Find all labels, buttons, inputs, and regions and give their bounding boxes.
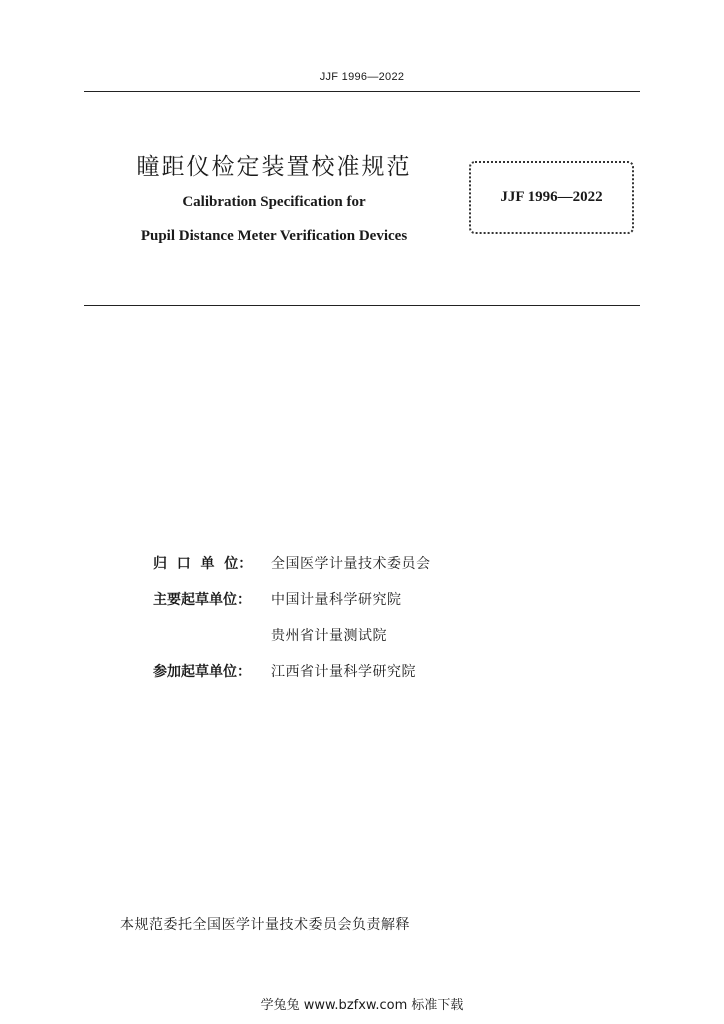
org-value: 贵州省计量测试院: [271, 628, 387, 644]
org-label: 参加起草单位：: [153, 664, 251, 680]
org-row: [153, 625, 431, 661]
org-value: 江西省计量科学研究院: [271, 664, 416, 680]
org-value: 中国计量科学研究院: [271, 592, 402, 608]
standard-code-text: JJF 1996—2022: [500, 189, 603, 205]
interpretation-note: 本规范委托全国医学计量技术委员会负责解释: [120, 917, 410, 933]
org-row: [153, 589, 431, 625]
org-value: 全国医学计量技术委员会: [271, 556, 431, 572]
standard-code-box: [469, 161, 634, 234]
org-row: [153, 661, 431, 697]
org-label: 主要起草单位：: [153, 592, 251, 608]
top-rule: [84, 91, 640, 92]
org-label: [153, 625, 271, 661]
title-english-line-1: Calibration Specification for: [182, 194, 366, 210]
bottom-rule: [84, 305, 640, 306]
org-row: [153, 553, 431, 589]
title-english-line-2: Pupil Distance Meter Verification Devices: [140, 228, 408, 244]
footer-watermark: 学兔兔 www.bzfxw.com 标准下载: [260, 998, 464, 1013]
org-label: 归 口 单 位：: [153, 556, 253, 572]
header-code: JJF 1996—2022: [319, 71, 405, 83]
title-chinese: 瞳距仪检定装置校准规范: [136, 154, 412, 180]
organization-list: [153, 553, 431, 697]
